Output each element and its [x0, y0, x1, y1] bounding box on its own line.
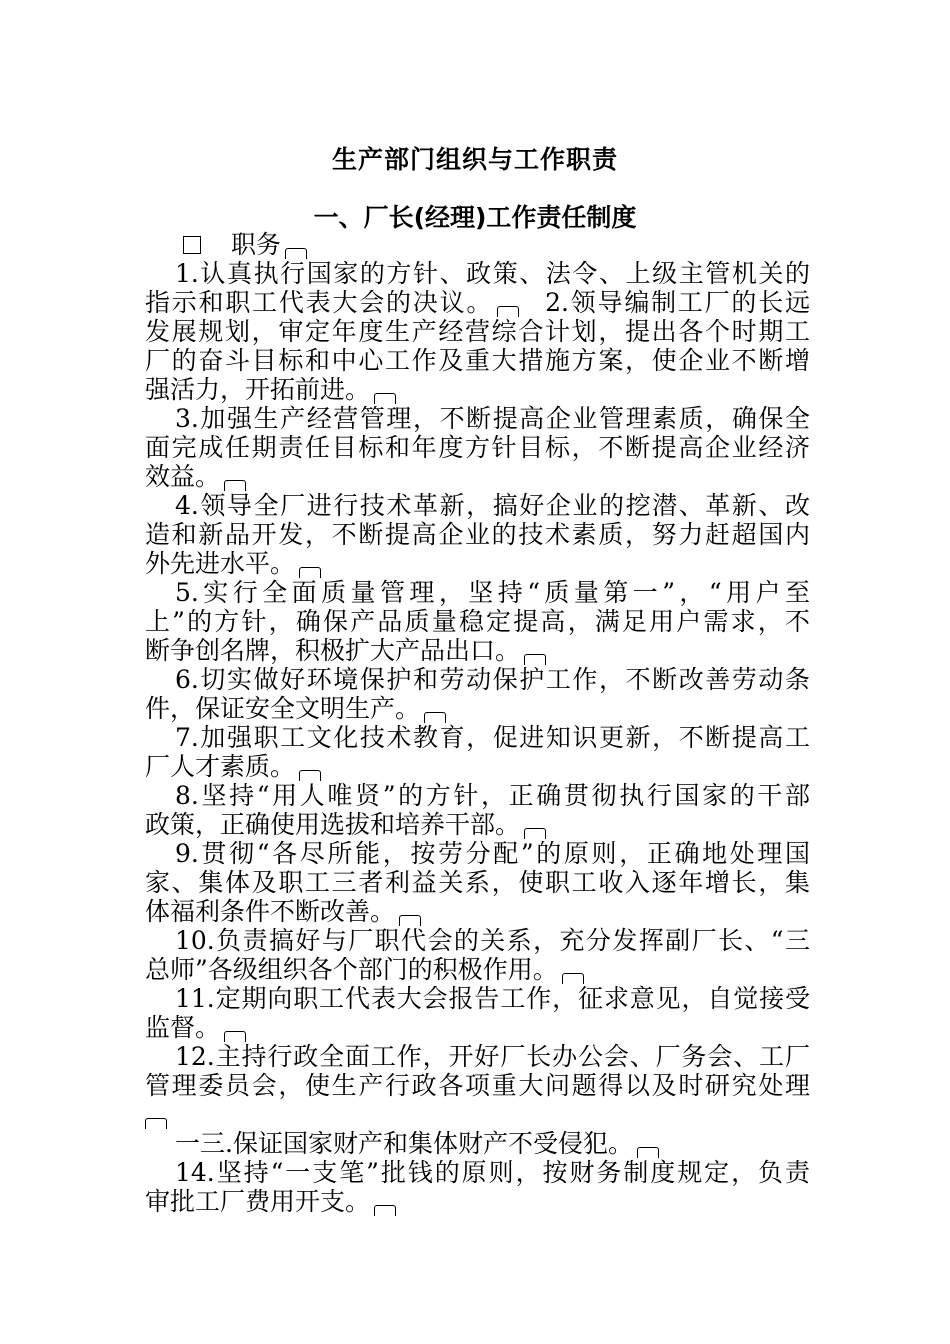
text-line: 审批工厂费用开支。: [145, 1187, 810, 1216]
text-line: 一三.保证国家财产和集体财产不受侵犯。: [145, 1129, 810, 1158]
text-line: 监督。: [145, 1013, 810, 1042]
text-line: 断争创名牌，积极扩大产品出口。: [145, 636, 810, 665]
text-line: [145, 1100, 810, 1129]
paragraph-mark-icon: [497, 306, 519, 317]
text-line: 体福利条件不断改善。: [145, 897, 810, 926]
text-line: 4.领导全厂进行技术革新，搞好企业的挖潜、革新、改: [175, 491, 810, 520]
text-line: 造和新品开发，不断提高企业的技术素质，努力赶超国内: [145, 520, 810, 549]
text-line: 12.主持行政全面工作，开好厂长办公会、厂务会、工厂: [175, 1042, 810, 1071]
paragraph-mark-icon: [562, 973, 584, 984]
paragraph-mark-icon: [637, 1147, 659, 1158]
text-line: 厂人才素质。: [145, 752, 810, 781]
paragraph-mark-icon: [145, 1118, 167, 1129]
paragraph-mark-icon: [285, 248, 307, 259]
text-line: 外先进水平。: [145, 549, 810, 578]
paragraph-mark-icon: [524, 654, 546, 665]
text-line: 强活力，开拓前进。: [145, 375, 810, 404]
document-title: 生产部门组织与工作职责: [331, 145, 618, 174]
subheading-line: [145, 230, 810, 259]
paragraph-mark-icon: [524, 828, 546, 839]
paragraph-mark-icon: [374, 1205, 396, 1216]
text-line: 8.坚持“用人唯贤”的方针，正确贯彻执行国家的干部: [175, 781, 810, 810]
text-line: 上”的方针，确保产品质量稳定提高，满足用户需求，不: [145, 607, 810, 636]
text-line: 9.贯彻“各尽所能，按劳分配”的原则，正确地处理国: [175, 839, 810, 868]
text-line: 1.认真执行国家的方针、政策、法令、上级主管机关的: [175, 259, 810, 288]
subheading: 职务: [231, 230, 282, 259]
text-line: 指示和职工代表大会的决议。 2.领导编制工厂的长远: [145, 288, 810, 317]
text-line: 效益。: [145, 462, 810, 491]
text-line: 3.加强生产经营管理，不断提高企业管理素质，确保全: [175, 404, 810, 433]
text-line: 5.实行全面质量管理，坚持“质量第一”，“用户至: [175, 578, 810, 607]
paragraph-mark-icon: [424, 712, 446, 723]
text-line: 厂的奋斗目标和中心工作及重大措施方案，使企业不断增: [145, 346, 810, 375]
text-line: 家、集体及职工三者利益关系，使职工收入逐年增长，集: [145, 868, 810, 897]
text-line: 10.负责搞好与厂职代会的关系，充分发挥副厂长、“三: [175, 926, 810, 955]
paragraph-mark-icon: [224, 480, 246, 491]
document-body: [145, 230, 810, 1216]
paragraph-mark-icon: [299, 567, 321, 578]
text-line: 发展规划，审定年度生产经营综合计划，提出各个时期工: [145, 317, 810, 346]
text-line: 11.定期向职工代表大会报告工作，征求意见，自觉接受: [175, 984, 810, 1013]
text-line: 管理委员会，使生产行政各项重大问题得以及时研究处理: [145, 1071, 810, 1100]
text-line: 6.切实做好环境保护和劳动保护工作，不断改善劳动条: [175, 665, 810, 694]
paragraph-mark-icon: [224, 1031, 246, 1042]
paragraph-mark-icon: [299, 770, 321, 781]
text-line: 件，保证安全文明生产。: [145, 694, 810, 723]
section-heading: 一、厂长(经理)工作责任制度: [313, 203, 637, 232]
paragraph-mark-icon: [399, 915, 421, 926]
text-line: 政策，正确使用选拔和培养干部。: [145, 810, 810, 839]
checkbox-icon: [183, 236, 201, 254]
text-line: 面完成任期责任目标和年度方针目标，不断提高企业经济: [145, 433, 810, 462]
text-line: 14.坚持“一支笔”批钱的原则，按财务制度规定，负责: [175, 1158, 810, 1187]
text-line: 7.加强职工文化技术教育，促进知识更新，不断提高工: [175, 723, 810, 752]
paragraph-mark-icon: [374, 393, 396, 404]
text-line: 总师”各级组织各个部门的积极作用。: [145, 955, 810, 984]
